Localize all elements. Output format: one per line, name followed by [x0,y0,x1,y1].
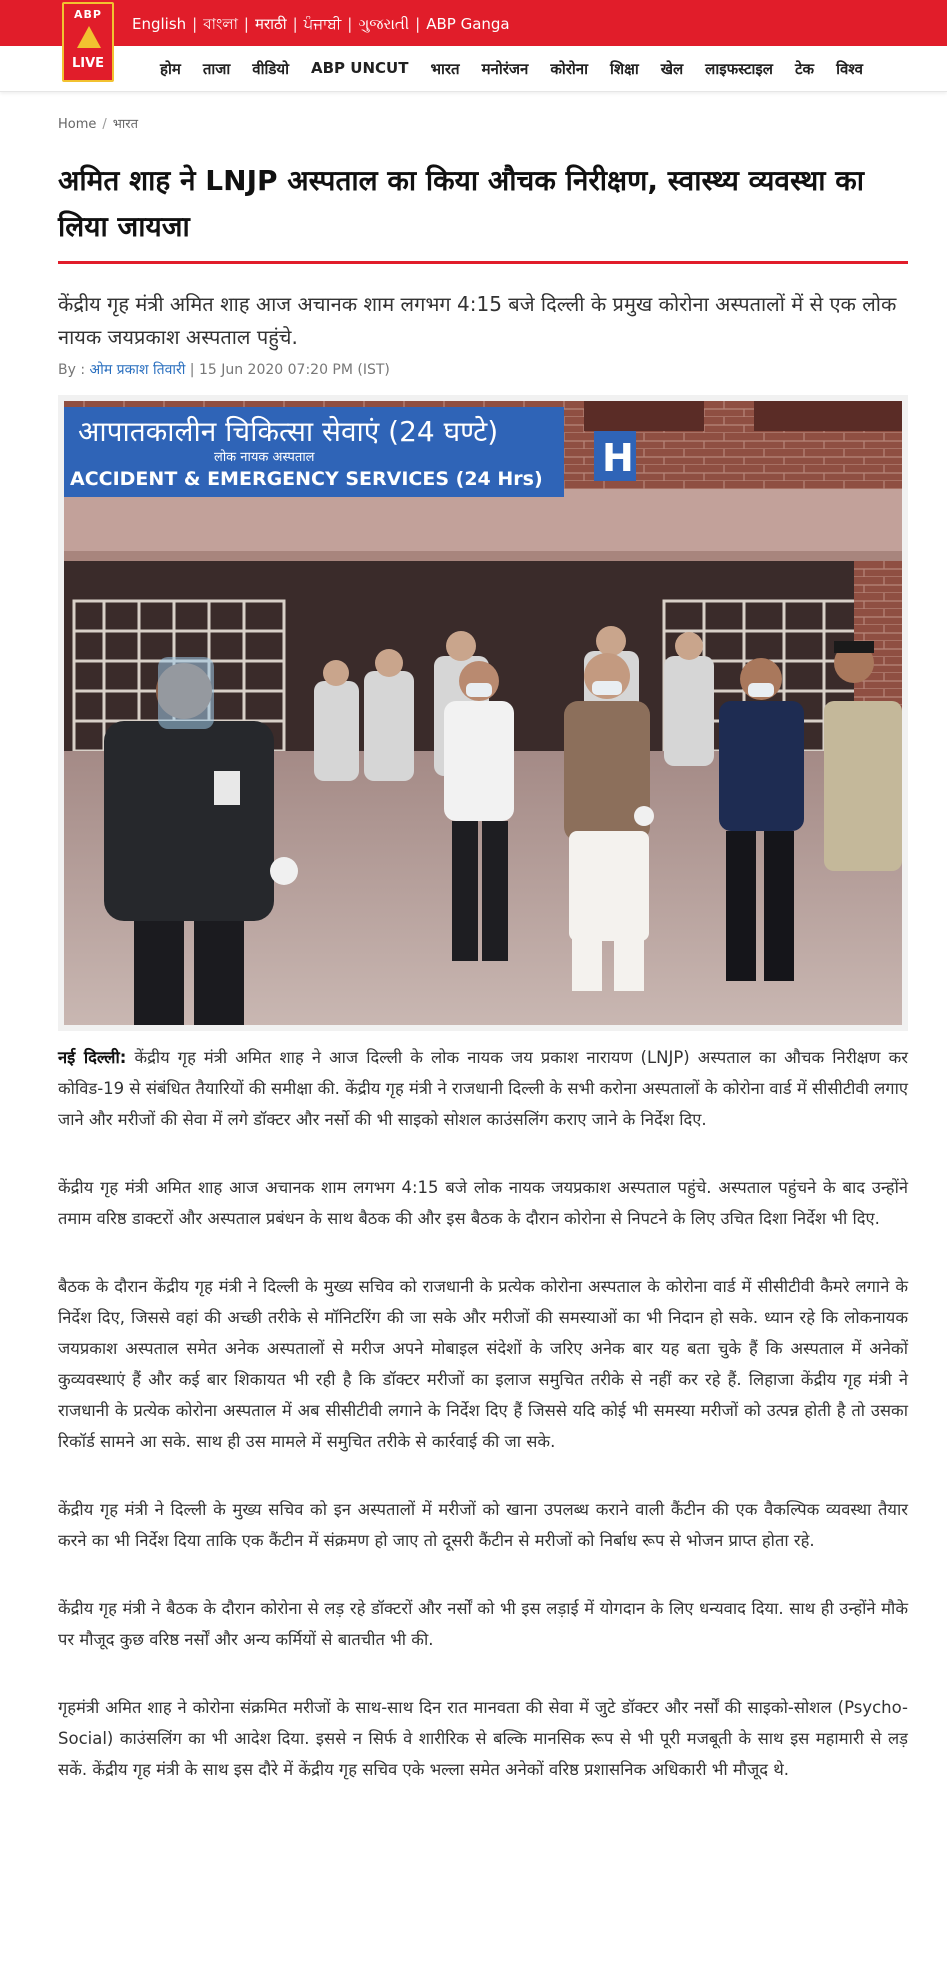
article-paragraph: गृहमंत्री अमित शाह ने कोरोना संक्रमित मरीजों के साथ-साथ दिन रात मानवता की सेवा में जुटे डॉक्टर और नर्सों की साइको-सोशल (Psycho-Social) काउंसलिंग का भी आदेश दिया. इससे न सिर्फ वे शारीरिक से बल्कि मानसिक रूप से भी पूरी मजबूती के साथ इस महामारी से लड़ सकें. केंद्रीय गृह मंत्री के साथ इस दौरे में केंद्रीय गृह सचिव एके भल्ला समेत अनेकों वरिष्ठ प्रशासनिक अधिकारी भी मौजूद थे. [58,1698,908,1779]
article-body [58,1042,908,1822]
nav-home[interactable]: होम [160,60,181,78]
article-headline: अमित शाह ने LNJP अस्पताल का किया औचक निरीक्षण, स्वास्थ्य व्यवस्था का लिया जायजा [58,164,864,243]
byline-separator: | [189,362,195,378]
breadcrumb-home[interactable]: Home [58,117,97,132]
headline-divider [58,261,908,264]
article-paragraph: नई दिल्ली: केंद्रीय गृह मंत्री अमित शाह ने आज दिल्ली के लोक नायक जय प्रकाश नारायण (LNJP) अस्पताल का औचक निरीक्षण कर कोविड-19 से संबंधित तैयारियों की समीक्षा की. केंद्रीय गृह मंत्री ने राजधानी दिल्ली के सभी करोना अस्पतालों के कोरोना वार्ड में सीसीटीवी लगाए जाने और मरीजों की सेवा में लगे डॉक्टर और नर्सो की भी साइको सोशल काउंसलिंग कराए जाने के निर्देश दिए. [58,1048,908,1129]
sign-h: H [602,436,634,480]
logo-abp-text: ABP [74,8,102,21]
main-nav [0,46,947,92]
lang-bangla[interactable]: বাংলা [203,15,238,33]
sign-hindi-sub: लोक नायक अस्पताल [214,450,315,465]
nav-world[interactable]: विश्व [836,60,864,78]
nav-entertainment[interactable]: मनोरंजन [481,60,529,78]
article-subheadline: केंद्रीय गृह मंत्री अमित शाह आज अचानक शाम लगभग 4:15 बजे दिल्ली के प्रमुख कोरोना अस्पतालों में से एक लोक नायक जयप्रकाश अस्पताल पहुंचे. [58,292,897,349]
byline [58,360,390,379]
logo-triangle-icon [77,26,101,48]
dateline: नई दिल्ली: [58,1048,127,1067]
nav-sports[interactable]: खेल [660,60,684,78]
nav-lifestyle[interactable]: लाइफस्टाइल [705,60,773,78]
abp-live-logo[interactable] [62,2,114,82]
author-link[interactable]: ओम प्रकाश तिवारी [89,362,186,378]
nav-india[interactable]: भारत [430,60,460,78]
hospital-visit-illustration [64,401,902,1025]
article-paragraph: केंद्रीय गृह मंत्री ने दिल्ली के मुख्य सचिव को इन अस्पतालों में मरीजों को खाना उपलब्ध कराने वाली कैंटीन की एक वैकल्पिक व्यवस्था तैयार करने का भी निर्देश दिया ताकि एक कैंटीन में संक्रमण हो जाए तो दूसरी कैंटीन से मरीजों को निर्बाध रूप से भोजन प्राप्त होता रहे. [58,1500,908,1550]
nav-abp-uncut[interactable]: ABP UNCUT [311,59,409,77]
nav-tech[interactable]: टेक [794,60,815,78]
language-switcher: English | বাংলা | मराठी | ਪੰਜਾਬੀ | ગુજરાતી | ABP Ganga [132,15,510,33]
article-paragraph: बैठक के दौरान केंद्रीय गृह मंत्री ने दिल्ली के मुख्य सचिव को राजधानी के प्रत्येक कोरोना अस्पताल के कोरोना वार्ड में सीसीटीवी कैमरे लगाने के निर्देश दिए, जिससे वहां की अच्छी तरीके से मॉनिटरिंग की जा सके और मरीजों की समस्याओं का भी निदान हो सके. ध्यान रहे कि लोकनायक जयप्रकाश अस्पताल समेत अनेक अस्पतालों से मरीज अपने मोबाइल संदेशों के जरिए अनेक बार यह बता चुके हैं कि अस्पताल में अनेकों कुव्यवस्थाएं हैं और कई बार शिकायत भी रही है कि डॉक्टर मरीजों का इलाज समुचित तरीके से नहीं कर रहे हैं. लिहाजा केंद्रीय गृह मंत्री ने राजधानी के प्रत्येक कोरोना अस्पताल में अब सीसीटीवी लगाने के निर्देश दिए हैं जिससे यदि कोई भी समस्या मरीजों को उत्पन्न होती है तो उसका रिकॉर्ड सामने आ सके. साथ ही उस मामले में समुचित तरीके से कार्रवाई की जा सके. [58,1277,908,1451]
publish-date: 15 Jun 2020 07:20 PM (IST) [198,362,390,378]
lang-abp-ganga[interactable]: ABP Ganga [426,15,510,33]
sign-english: ACCIDENT & EMERGENCY SERVICES (24 Hrs) [70,468,543,490]
lang-english[interactable]: English [132,15,187,33]
nav-education[interactable]: शिक्षा [609,60,639,78]
lang-marathi[interactable]: मराठी [254,15,287,33]
lang-punjabi[interactable]: ਪੰਜਾਬੀ [303,15,342,33]
article-paragraph: केंद्रीय गृह मंत्री अमित शाह आज अचानक शाम लगभग 4:15 बजे लोक नायक जयप्रकाश अस्पताल पहुंचे. अस्पताल पहुंचने के बाद उन्होंने तमाम वरिष्ठ डाक्टरों और अस्पताल प्रबंधन के साथ बैठक की और इस बैठक के दौरान कोरोना से निपटने के लिए उचित दिशा निर्देश भी दिए. [58,1178,908,1228]
article-paragraph: केंद्रीय गृह मंत्री ने बैठक के दौरान कोरोना से लड़ रहे डॉक्टरों और नर्सों को भी इस लड़ाई में योगदान के लिए धन्यवाद दिया. साथ ही उन्होंने मौके पर मौजूद कुछ वरिष्ठ नर्सों और अन्य कर्मियों से बातचीत भी की. [58,1599,908,1649]
nav-latest[interactable]: ताजा [202,60,231,78]
breadcrumb [58,114,138,132]
lang-gujarati[interactable]: ગુજરાતી [358,15,410,33]
logo-live-text: LIVE [71,56,105,71]
breadcrumb-separator: / [102,117,107,132]
byline-prefix: By : [58,362,86,378]
nav-corona[interactable]: कोरोना [550,60,588,78]
breadcrumb-current[interactable]: भारत [112,117,139,132]
top-bar [0,0,947,46]
nav-videos[interactable]: वीडियो [252,60,290,78]
sign-hindi: आपातकालीन चिकित्सा सेवाएं (24 घण्टे) [78,415,499,448]
lead-photo [58,395,908,1031]
